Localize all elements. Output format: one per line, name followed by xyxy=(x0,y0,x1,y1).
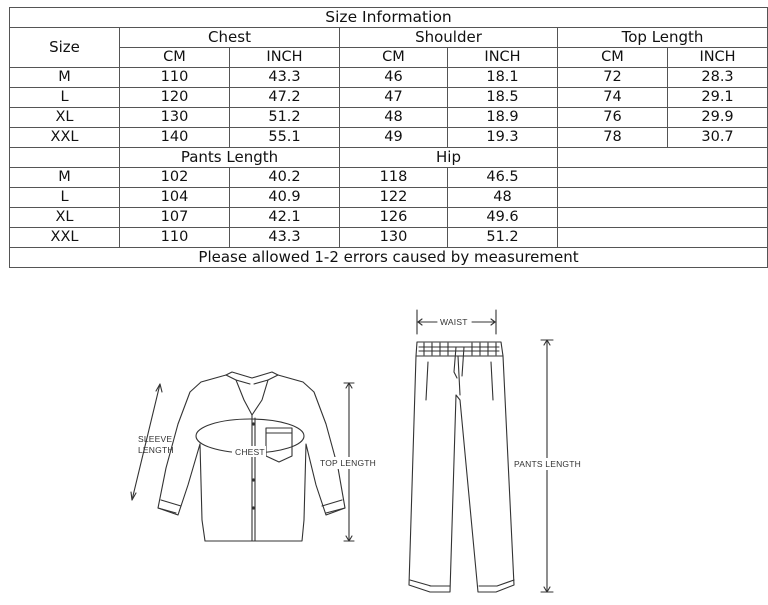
size-cell: XL xyxy=(10,208,120,228)
top-length-cm-cell: 74 xyxy=(558,88,668,108)
shoulder-header: Shoulder xyxy=(340,28,558,48)
pants-length-header: Pants Length xyxy=(120,148,340,168)
top-length-inch-cell: 29.1 xyxy=(668,88,768,108)
sleeve-length-label-line2: LENGTH xyxy=(138,445,174,455)
hip-inch-cell: 46.5 xyxy=(448,168,558,188)
chest-cm-cell: 110 xyxy=(120,68,230,88)
chest-inch-cell: 55.1 xyxy=(230,128,340,148)
measurement-note: Please allowed 1-2 errors caused by measurement xyxy=(10,248,768,268)
top-length-label: TOP LENGTH xyxy=(320,458,377,468)
top-length-inch-cell: 29.9 xyxy=(668,108,768,128)
hip-cm-cell: 122 xyxy=(340,188,448,208)
size-cell: XXL xyxy=(10,228,120,248)
shoulder-cm-cell: 47 xyxy=(340,88,448,108)
hip-inch-cell: 51.2 xyxy=(448,228,558,248)
chest-cm-cell: 120 xyxy=(120,88,230,108)
chest-header: Chest xyxy=(120,28,340,48)
pants-length-inch-cell: 40.9 xyxy=(230,188,340,208)
chest-cm-cell: 140 xyxy=(120,128,230,148)
shoulder-cm-cell: 46 xyxy=(340,68,448,88)
shoulder-cm-cell: 49 xyxy=(340,128,448,148)
table-title: Size Information xyxy=(10,8,768,28)
shoulder-inch-cell: 18.5 xyxy=(448,88,558,108)
unit-cm-header: CM xyxy=(558,48,668,68)
unit-inch-header: INCH xyxy=(668,48,768,68)
chest-inch-cell: 51.2 xyxy=(230,108,340,128)
shoulder-cm-cell: 48 xyxy=(340,108,448,128)
shoulder-inch-cell: 18.1 xyxy=(448,68,558,88)
top-length-cm-cell: 76 xyxy=(558,108,668,128)
size-cell: M xyxy=(10,68,120,88)
pants-length-cm-cell: 102 xyxy=(120,168,230,188)
sleeve-length-label-line1: SLEEVE xyxy=(138,434,173,444)
chest-inch-cell: 43.3 xyxy=(230,68,340,88)
shoulder-inch-cell: 18.9 xyxy=(448,108,558,128)
top-length-cm-cell: 72 xyxy=(558,68,668,88)
waist-label: WAIST xyxy=(440,317,468,327)
size-cell: L xyxy=(10,188,120,208)
hip-cm-cell: 126 xyxy=(340,208,448,228)
unit-cm-header: CM xyxy=(120,48,230,68)
pants-length-cm-cell: 104 xyxy=(120,188,230,208)
unit-inch-header: INCH xyxy=(448,48,558,68)
size-cell: M xyxy=(10,168,120,188)
hip-cm-cell: 130 xyxy=(340,228,448,248)
pants-length-label: PANTS LENGTH xyxy=(514,459,581,469)
unit-inch-header: INCH xyxy=(230,48,340,68)
pants-illustration xyxy=(409,342,514,592)
unit-cm-header: CM xyxy=(340,48,448,68)
pants-length-cm-cell: 107 xyxy=(120,208,230,228)
hip-inch-cell: 48 xyxy=(448,188,558,208)
chest-label: CHEST xyxy=(235,447,265,457)
pants-length-cm-cell: 110 xyxy=(120,228,230,248)
top-length-header: Top Length xyxy=(558,28,768,48)
size-cell: L xyxy=(10,88,120,108)
top-length-inch-cell: 28.3 xyxy=(668,68,768,88)
hip-inch-cell: 49.6 xyxy=(448,208,558,228)
pants-length-inch-cell: 40.2 xyxy=(230,168,340,188)
chest-inch-cell: 47.2 xyxy=(230,88,340,108)
hip-header: Hip xyxy=(340,148,558,168)
shoulder-inch-cell: 19.3 xyxy=(448,128,558,148)
top-length-inch-cell: 30.7 xyxy=(668,128,768,148)
hip-cm-cell: 118 xyxy=(340,168,448,188)
top-length-cm-cell: 78 xyxy=(558,128,668,148)
size-cell: XXL xyxy=(10,128,120,148)
pants-length-inch-cell: 42.1 xyxy=(230,208,340,228)
size-column-header: Size xyxy=(10,28,120,68)
chest-cm-cell: 130 xyxy=(120,108,230,128)
size-cell: XL xyxy=(10,108,120,128)
pants-length-inch-cell: 43.3 xyxy=(230,228,340,248)
